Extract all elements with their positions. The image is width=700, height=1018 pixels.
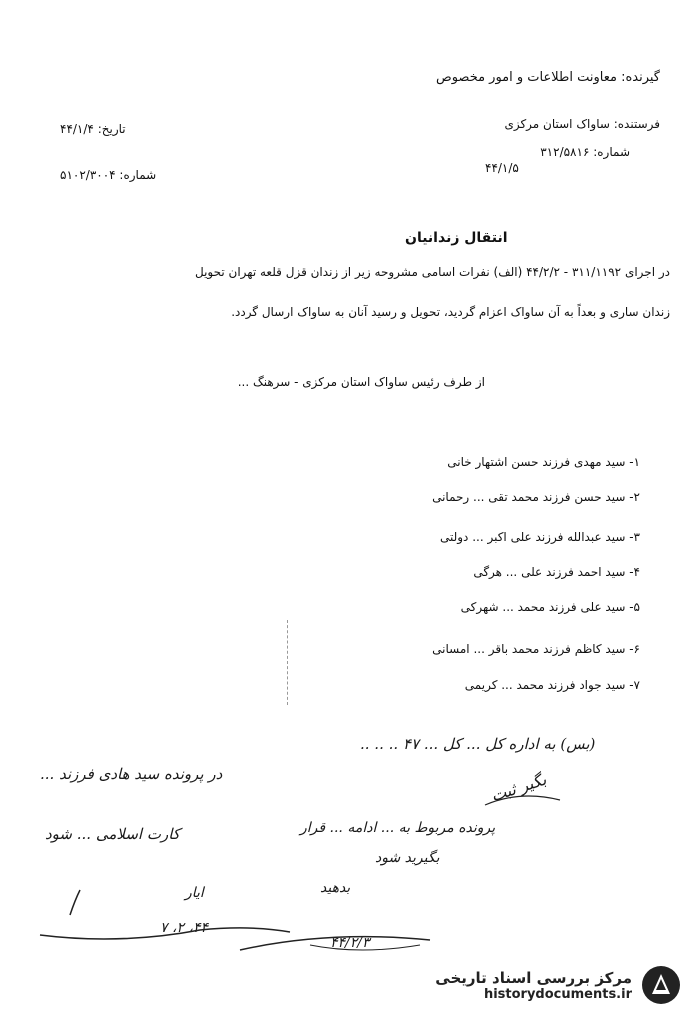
list-item: ۶- سید کاظم فرزند محمد باقر ... امسانی xyxy=(432,642,640,656)
reference-number: شماره: ۳۱۲/۵۸۱۶ xyxy=(540,145,630,159)
body-line-1: در اجرای ۳۱۱/۱۱۹۲ - ۴۴/۲/۲ (الف) نفرات اسامی مشروحه زیر از زندان قزل قلعه تهران تحویل xyxy=(195,265,670,279)
archive-logo-icon xyxy=(640,964,682,1006)
handwritten-note: (بس) به اداره کل ... کل ... ۴۷ .. .. .. xyxy=(360,735,596,753)
sender-line: فرستنده: ساواک استان مرکزی xyxy=(504,117,660,131)
handwritten-date: ۴۴، ۲، ۷ xyxy=(160,920,209,936)
document-date: تاریخ: ۴۴/۱/۴ xyxy=(60,122,126,136)
recipient-line: گیرنده: معاونت اطلاعات و امور مخصوص xyxy=(435,70,660,85)
subject-title: انتقال زندانیان xyxy=(405,230,508,246)
watermark xyxy=(435,964,682,1006)
handwritten-note: بگیر ثبت xyxy=(488,769,549,806)
list-item: ۱- سید مهدی فرزند حسن اشتهار خانی xyxy=(447,455,640,469)
handwritten-note: در پرونده سید هادی فرزند ... xyxy=(40,765,223,783)
watermark-title: مرکز بررسی اسناد تاریخی xyxy=(435,968,632,987)
handwritten-note: پرونده مربوط به ... ادامه ... قرار xyxy=(300,820,496,836)
list-item: ۷- سید جواد فرزند محمد ... کریمی xyxy=(464,678,640,692)
list-item: ۴- سید احمد فرزند علی ... هرگی xyxy=(473,565,640,579)
handwritten-note: بدهید xyxy=(320,880,351,896)
handwritten-initial: ایار xyxy=(185,885,204,901)
watermark-url: historydocuments.ir xyxy=(483,986,632,1002)
handwritten-date: ۴۴/۲/۳ xyxy=(330,935,370,951)
margin-line xyxy=(287,620,288,705)
reference-date: ۴۴/۱/۵ xyxy=(485,161,519,175)
list-item: ۲- سید حسن فرزند محمد تقی ... رحمانی xyxy=(432,490,640,504)
document-number: شماره: ۵۱۰۲/۳۰۰۴ xyxy=(60,168,157,182)
list-item: ۵- سید علی فرزند محمد ... شهرکی xyxy=(460,600,640,614)
body-line-2: زندان ساری و بعداً به آن ساواک اعزام گردید، تحویل و رسید آنان به ساواک ارسال گردد. xyxy=(231,305,670,319)
handwritten-note: کارت اسلامی ... شود xyxy=(45,825,180,843)
handwritten-note: بگیرید شود xyxy=(375,850,440,866)
list-item: ۳- سید عبدالله فرزند علی اکبر ... دولتی xyxy=(439,530,640,544)
signature-line: از طرف رئیس ساواک استان مرکزی - سرهنگ ... xyxy=(237,375,485,389)
